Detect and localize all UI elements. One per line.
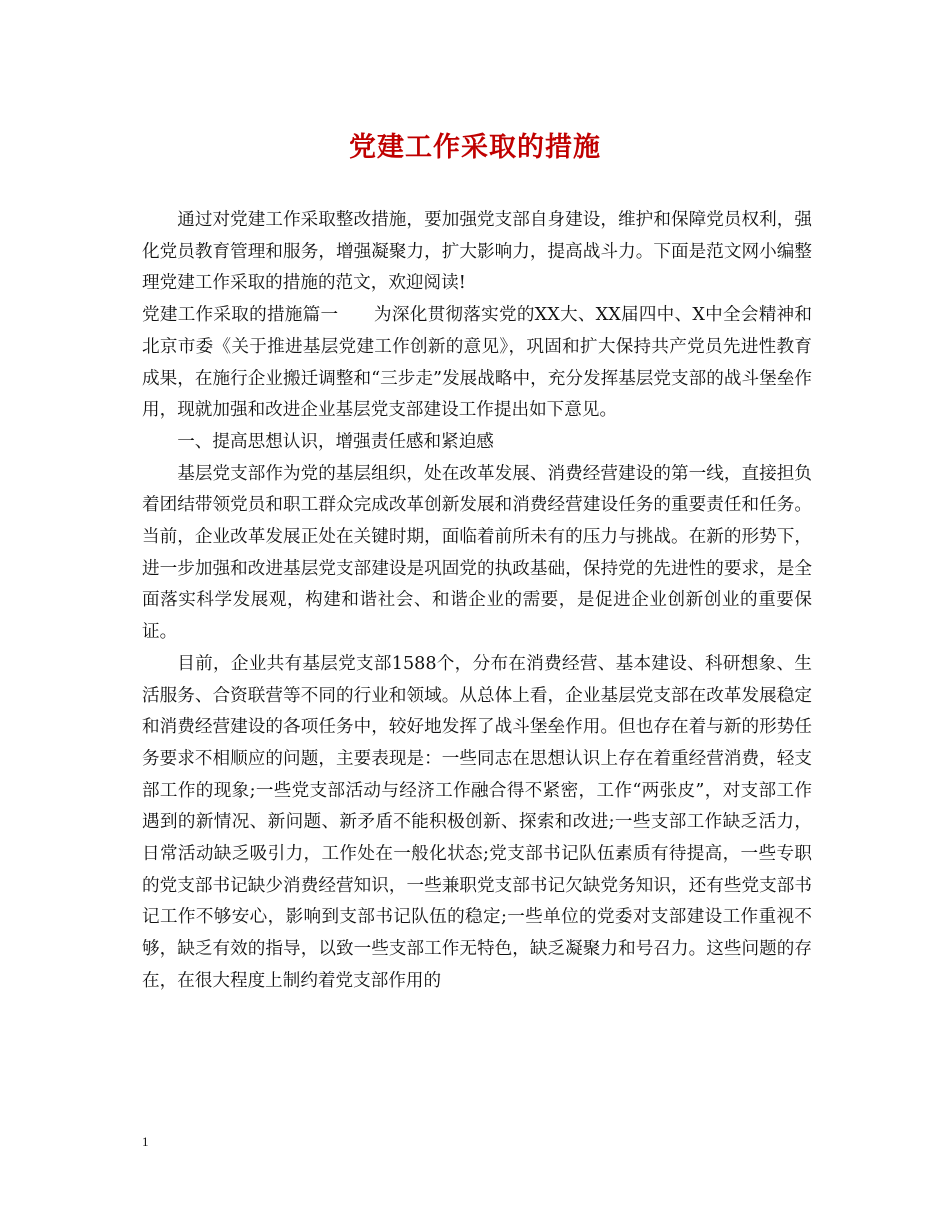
paragraph-intro: 通过对党建工作采取整改措施，要加强党支部自身建设，维护和保障党员权利，强化党员教育管理和服务，增强凝聚力，扩大影响力，提高战斗力。下面是范文网小编整理党建工作采取的措施的范文，欢迎阅读! — [142, 210, 812, 294]
paragraph-section-one: 党建工作采取的措施篇一 为深化贯彻落实党的XX大、XX届四中、X中全会精神和北京市委《关于推进基层党建工作创新的意见》，巩固和扩大保持共产党员先进性教育成果，在施行企业搬迁调整和“三步走”发展战略中，充分发挥基层党支部的战斗堡垒作用，现就加强和改进企业基层党支部建设工作提出如下意见。 — [142, 305, 812, 421]
document-title: 党建工作采取的措施 — [349, 132, 601, 163]
paragraph-role: 基层党支部作为党的基层组织，处在改革发展、消费经营建设的第一线，直接担负着团结带领党员和职工群众完成改革创新发展和消费经营建设任务的重要责任和任务。当前，企业改革发展正处在关键时期，面临着前所未有的压力与挑战。在新的形势下，进一步加强和改进基层党支部建设是巩固党的执政基础，保持党的先进性的要求，是全面落实科学发展观，构建和谐社会、和谐企业的需要，是促进企业创新创业的重要保证。 — [142, 463, 812, 643]
page-number: 1 — [142, 1134, 149, 1149]
paragraph-status: 目前，企业共有基层党支部1588个，分布在消费经营、基本建设、科研想象、生活服务、合资联营等不同的行业和领域。从总体上看，企业基层党支部在改革发展稳定和消费经营建设的各项任务中，较好地发挥了战斗堡垒作用。但也存在着与新的形势任务要求不相顺应的问题，主要表现是：一些同志在思想认识上存在着重经营消费，轻支部工作的现象;一些党支部活动与经济工作融合得不紧密，工作“两张皮”，对支部工作遇到的新情况、新问题、新矛盾不能积极创新、探索和改进;一些支部工作缺乏活力，日常活动缺乏吸引力，工作处在一般化状态;党支部书记队伍素质有待提高，一些专职的党支部书记缺少消费经营知识，一些兼职党支部书记欠缺党务知识，还有些党支部书记工作不够安心，影响到支部书记队伍的稳定;一些单位的党委对支部建设工作重视不够，缺乏有效的指导，以致一些支部工作无特色，缺乏凝聚力和号召力。这些问题的存在，在很大程度上制约着党支部作用的 — [142, 653, 812, 991]
document-body — [142, 205, 812, 998]
section-heading: 一、提高思想认识，增强责任感和紧迫感 — [177, 431, 494, 452]
